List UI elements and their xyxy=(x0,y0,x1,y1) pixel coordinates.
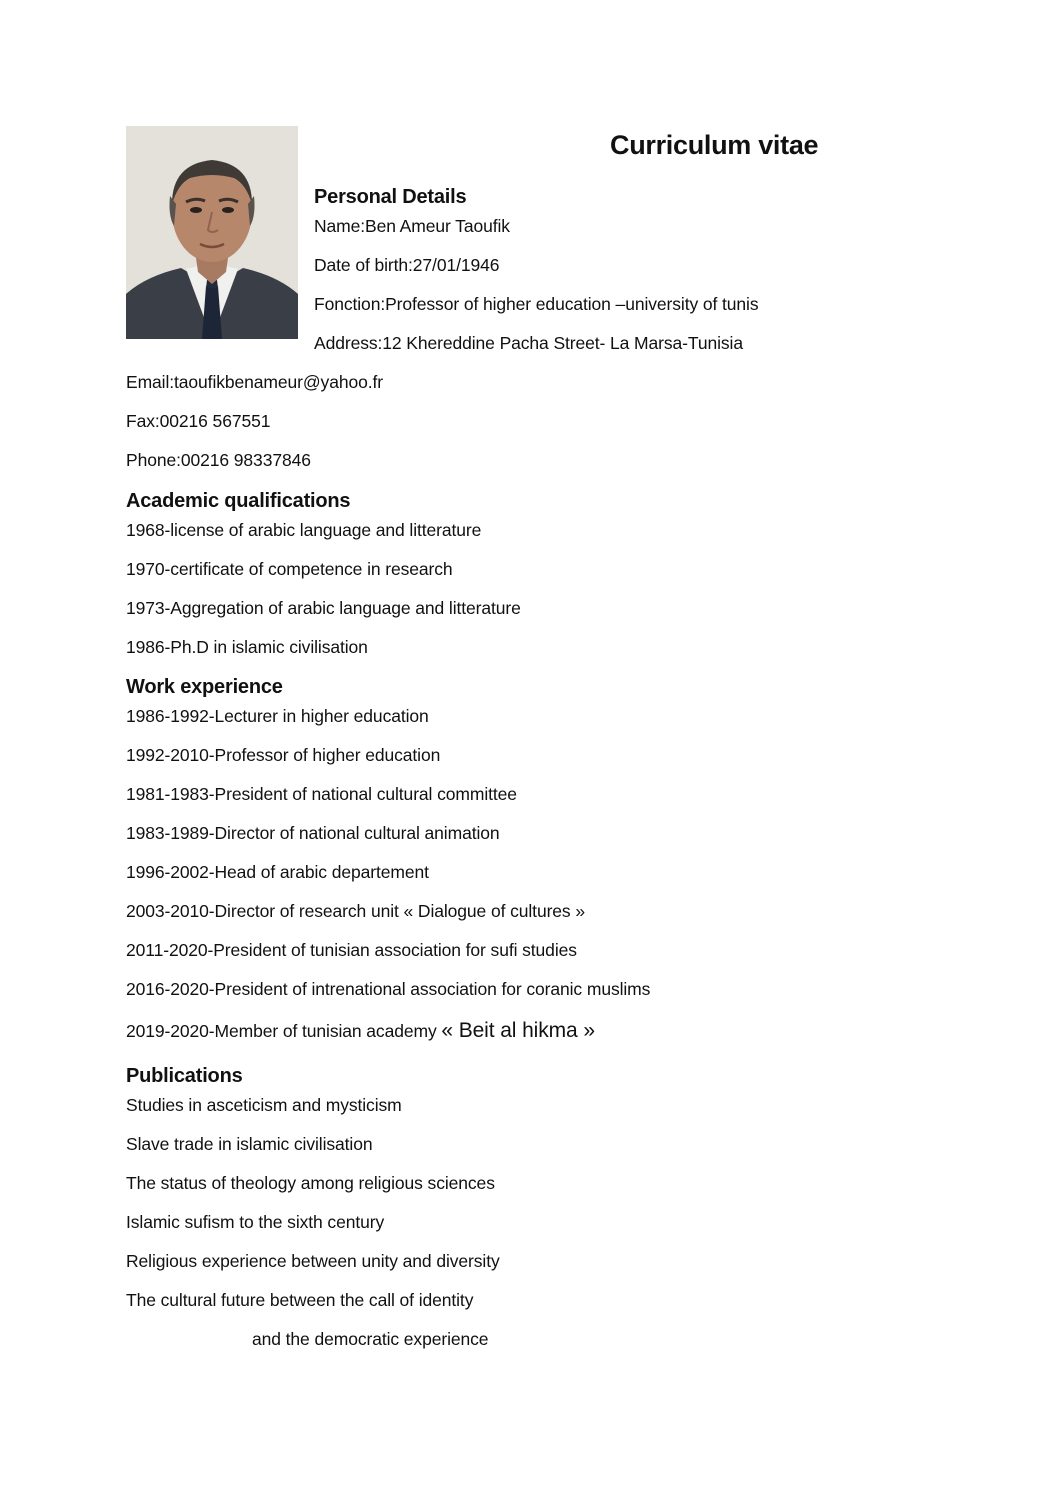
publications-heading: Publications xyxy=(126,1065,243,1087)
work-heading: Work experience xyxy=(126,676,283,698)
publication-item: Islamic sufism to the sixth century xyxy=(126,1212,385,1232)
work-item: 1981-1983-President of national cultural committee xyxy=(126,784,517,804)
academic-item: 1973-Aggregation of arabic language and litterature xyxy=(126,598,521,618)
publication-item: Religious experience between unity and diversity xyxy=(126,1251,500,1271)
work-item-last-quote: « Beit al hikma » xyxy=(441,1019,595,1042)
email-line: Email:taoufikbenameur@yahoo.fr xyxy=(126,372,383,392)
publication-item: Studies in asceticism and mysticism xyxy=(126,1095,402,1115)
academic-heading: Academic qualifications xyxy=(126,490,351,512)
academic-item: 1970-certificate of competence in research xyxy=(126,559,453,579)
work-item: 1986-1992-Lecturer in higher education xyxy=(126,706,429,726)
work-item: 2016-2020-President of intrenational association for coranic muslims xyxy=(126,979,651,999)
fonction-line: Fonction:Professor of higher education –university of tunis xyxy=(314,294,759,314)
name-line: Name:Ben Ameur Taoufik xyxy=(314,216,510,236)
page-title: Curriculum vitae xyxy=(610,130,819,160)
academic-item: 1968-license of arabic language and litterature xyxy=(126,520,482,540)
academic-item: 1986-Ph.D in islamic civilisation xyxy=(126,637,368,657)
work-item-last xyxy=(126,1019,595,1043)
work-item: 1992-2010-Professor of higher education xyxy=(126,745,441,765)
work-item: 2011-2020-President of tunisian association for sufi studies xyxy=(126,940,577,960)
publication-item: The cultural future between the call of identity xyxy=(126,1290,474,1310)
work-item: 2003-2010-Director of research unit « Dialogue of cultures » xyxy=(126,901,585,921)
profile-photo xyxy=(126,126,298,339)
address-line: Address:12 Khereddine Pacha Street- La Marsa-Tunisia xyxy=(314,333,743,353)
work-item-last-prefix: 2019-2020-Member of tunisian academy xyxy=(126,1021,442,1041)
fax-line: Fax:00216 567551 xyxy=(126,411,271,431)
publication-continuation: and the democratic experience xyxy=(252,1329,489,1349)
work-item: 1996-2002-Head of arabic departement xyxy=(126,862,429,882)
work-item: 1983-1989-Director of national cultural animation xyxy=(126,823,500,843)
dob-line: Date of birth:27/01/1946 xyxy=(314,255,500,275)
publication-item: Slave trade in islamic civilisation xyxy=(126,1134,373,1154)
publication-item: The status of theology among religious sciences xyxy=(126,1173,495,1193)
personal-details-heading: Personal Details xyxy=(314,186,467,208)
phone-line: Phone:00216 98337846 xyxy=(126,450,311,470)
